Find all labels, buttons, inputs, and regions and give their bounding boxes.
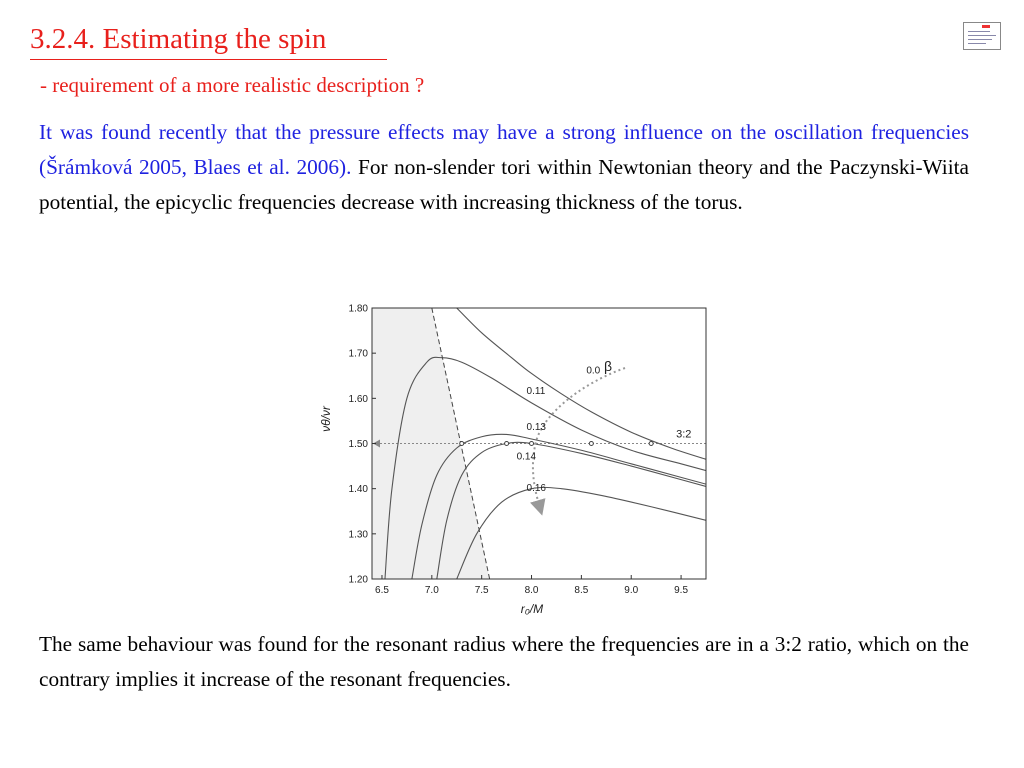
x-tick-label-6: 9.5 — [674, 585, 689, 596]
series-line-4 — [457, 487, 706, 579]
citation-sentence: It was found recently that the pressure effects may have a strong influence on the oscillation frequencies (Šrámková 2005, Blaes et al. 2006). — [39, 120, 969, 179]
x-tick-label-2: 7.5 — [474, 585, 489, 596]
y-tick-label-0: 1.20 — [348, 574, 368, 586]
y-tick-label-3: 1.50 — [348, 439, 368, 450]
x-tick-label-3: 8.0 — [524, 585, 539, 596]
resonance-point-3 — [589, 442, 593, 446]
torus-sentence: For non-slender tori within Newtonian theory and the Paczynski-Wiita potential, the epicyclic frequencies decrease with increasing thickness of the torus. — [39, 155, 969, 214]
y-tick-label-4: 1.60 — [348, 393, 368, 405]
y-axis-label: νθ/νr — [319, 406, 333, 432]
y-tick-label-5: 1.70 — [348, 348, 368, 360]
series-label-0: 0.0 — [586, 365, 601, 377]
x-tick-label-0: 6.5 — [375, 585, 389, 596]
ratio-label: 3:2 — [676, 428, 692, 441]
y-tick-label-1: 1.30 — [348, 529, 368, 541]
title-underline — [30, 59, 387, 60]
x-tick-label-5: 9.0 — [624, 585, 639, 596]
series-line-0 — [457, 308, 706, 459]
beta-label: β — [604, 358, 613, 374]
x-tick-label-1: 7.0 — [424, 585, 439, 596]
x-axis-label: r₀/M — [520, 602, 544, 616]
y-tick-label-6: 1.80 — [348, 303, 368, 315]
y-tick-label-2: 1.40 — [348, 484, 368, 496]
resonance-point-4 — [649, 442, 653, 446]
resonance-point-0 — [460, 442, 464, 446]
series-label-3: 0.14 — [516, 451, 537, 463]
beta-arrow — [533, 368, 625, 508]
series-label-4: 0.16 — [526, 482, 547, 494]
series-label-2: 0.13 — [526, 421, 547, 433]
slide-thumbnail-icon[interactable] — [963, 22, 1001, 50]
slide-title: 3.2.4. Estimating the spin — [30, 23, 327, 55]
resonance-point-2 — [530, 442, 534, 446]
series-label-1: 0.11 — [526, 385, 546, 397]
resonance-point-1 — [505, 442, 509, 446]
frequency-ratio-chart — [310, 296, 720, 626]
slide-subtitle: - requirement of a more realistic description ? — [40, 73, 425, 97]
x-tick-label-4: 8.5 — [574, 585, 589, 596]
paragraph-intro — [39, 115, 969, 220]
paragraph-resonance: The same behaviour was found for the resonant radius where the frequencies are in a 3:2 ratio, which on the contrary implies it increase of the resonant frequencies. — [39, 632, 969, 691]
